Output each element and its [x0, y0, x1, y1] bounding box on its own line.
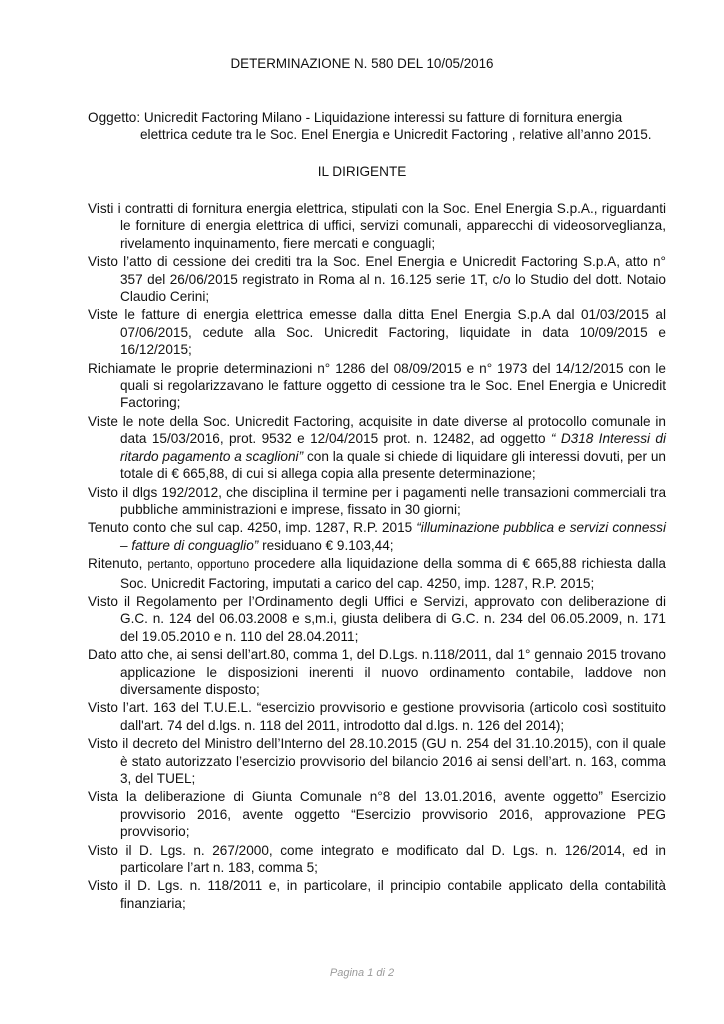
paragraph-liquidation-a: Ritenuto, [88, 556, 148, 572]
document-title: DETERMINAZIONE N. 580 DEL 10/05/2016 [230, 56, 494, 71]
page-footer: Pagina 1 di 2 [329, 967, 395, 979]
paragraph-dlgs-192: Visto il dlgs 192/2012, che disciplina il termine per i pagamenti nelle transazioni commerciali tra pubbliche amministrazioni e imprese, fissato in 30 giorni; [88, 484, 666, 517]
subject-line-1: Oggetto: Unicredit Factoring Milano - Liquidazione interessi su fatture di fornitura energia [88, 110, 623, 125]
paragraph-dlgs-118: Visto il D. Lgs. n. 118/2011 e, in particolare, il principio contabile applicato della contabilità finanziaria; [88, 878, 666, 911]
subject-line-2: elettrica cedute tra le Soc. Enel Energia e Unicredit Factoring , relative all’anno 2015. [140, 127, 652, 143]
paragraph-liquidation-c: procedere alla liquidazione della somma di € 665,88 richiesta dalla Soc. Unicredit Factoring, imputati a carico del cap. 4250, imp. 1287, R.P. 2015; [120, 556, 666, 591]
paragraph-factoring-notes [88, 413, 666, 483]
paragraph-determinations: Richiamate le proprie determinazioni n° 1286 del 08/09/2015 e n° 1973 del 14/12/2015 con le quali si regolarizzavano le fatture oggetto di cessione tra le Soc. Enel Energia e Unicredit Factoring; [88, 360, 666, 411]
subject-block [88, 109, 668, 144]
paragraph-liquidation-small: pertanto, opportuno [147, 559, 250, 572]
section-heading: IL DIRIGENTE [317, 164, 407, 179]
paragraph-factoring-notes-a: Viste le note della Soc. Unicredit Factoring, acquisite in date diverse al protocollo comunale in data 15/03/2016, prot. 9532 e 12/04/2015 prot. n. 12482, ad oggetto [88, 413, 666, 447]
paragraph-dlgs-267: Visto il D. Lgs. n. 267/2000, come integrato e modificato dal D. Lgs. n. 126/2014, ed in particolare l’art n. 183, comma 5; [88, 842, 666, 876]
paragraph-liquidation [88, 555, 666, 592]
paragraph-art-80: Dato atto che, ai sensi dell’art.80, comma 1, del D.Lgs. n.118/2011, dal 1° gennaio 2015 trovano applicazione le disposizioni inerenti il nuovo ordinamento contabile, laddove non diversamente disposto; [88, 647, 666, 697]
paragraph-budget-chapter [88, 519, 666, 554]
paragraph-budget-chapter-c: residuano € 9.103,44; [258, 537, 394, 553]
paragraph-credit-assignment: Visto l’atto di cessione dei crediti tra la Soc. Enel Energia e Unicredit Factoring S.p.A, atto n° 357 del 26/06/2015 registrato in Roma al n. 16.125 serie 1T, c/o lo Studio del dott. Notaio Claudio Cerini; [88, 254, 666, 305]
paragraph-ministerial-decree: Visto il decreto del Ministro dell’Interno del 28.10.2015 (GU n. 254 del 31.10.2015), con il quale è stato autorizzato l’esercizio provvisorio del bilancio 2016 ai sensi dell’art. n. 163, comma 3, del TUEL; [88, 736, 666, 786]
paragraph-regulation: Visto il Regolamento per l’Ordinamento degli Uffici e Servizi, approvato con deliberazione di G.C. n. 124 del 06.03.2008 e s,m.i, giusta delibera di G.C. n. 234 del 06.05.2009, n. 171 del 19.05.2010 e n. 110 del 28.04.2011; [88, 593, 666, 644]
paragraph-budget-chapter-a: Tenuto conto che sul cap. 4250, imp. 1287, R.P. 2015 [88, 520, 417, 536]
paragraph-budget-chapter-italic: “illuminazione pubblica e servizi connessi – fatture di conguaglio” [120, 520, 666, 553]
document-body [88, 200, 666, 913]
paragraph-art-163: Visto l’art. 163 del T.U.E.L. “esercizio provvisorio e gestione provvisoria (articolo così sostituito dall'art. 74 del d.lgs. n. 118 del 2011, introdotto dal d.lgs. n. 126 del 2014); [88, 700, 666, 733]
paragraph-contracts: Visti i contratti di fornitura energia elettrica, stipulati con la Soc. Enel Energia S.p.A., riguardanti le forniture di energia elettrica di uffici, servizi comunali, apparecchi di videosorveglianza, rivelamento inquinamento, fiere mercati e conguagli; [88, 201, 666, 251]
paragraph-invoices: Viste le fatture di energia elettrica emesse dalla ditta Enel Energia S.p.A dal 01/03/2015 al 07/06/2015, cedute alla Soc. Unicredit Factoring, liquidate in data 10/09/2015 e 16/12/2015; [88, 307, 666, 358]
paragraph-factoring-notes-italic: “ D318 Interessi di ritardo pagamento a scaglioni” [120, 431, 666, 464]
paragraph-council-resolution: Vista la deliberazione di Giunta Comunale n°8 del 13.01.2016, avente oggetto” Esercizio provvisorio 2016, avente oggetto “Esercizio provvisorio 2016, approvazione PEG provvisorio; [88, 789, 666, 840]
paragraph-factoring-notes-c: con la quale si chiede di liquidare gli interessi dovuti, per un totale di € 665,88, di cui si allega copia alla presente determinazione; [120, 448, 666, 482]
